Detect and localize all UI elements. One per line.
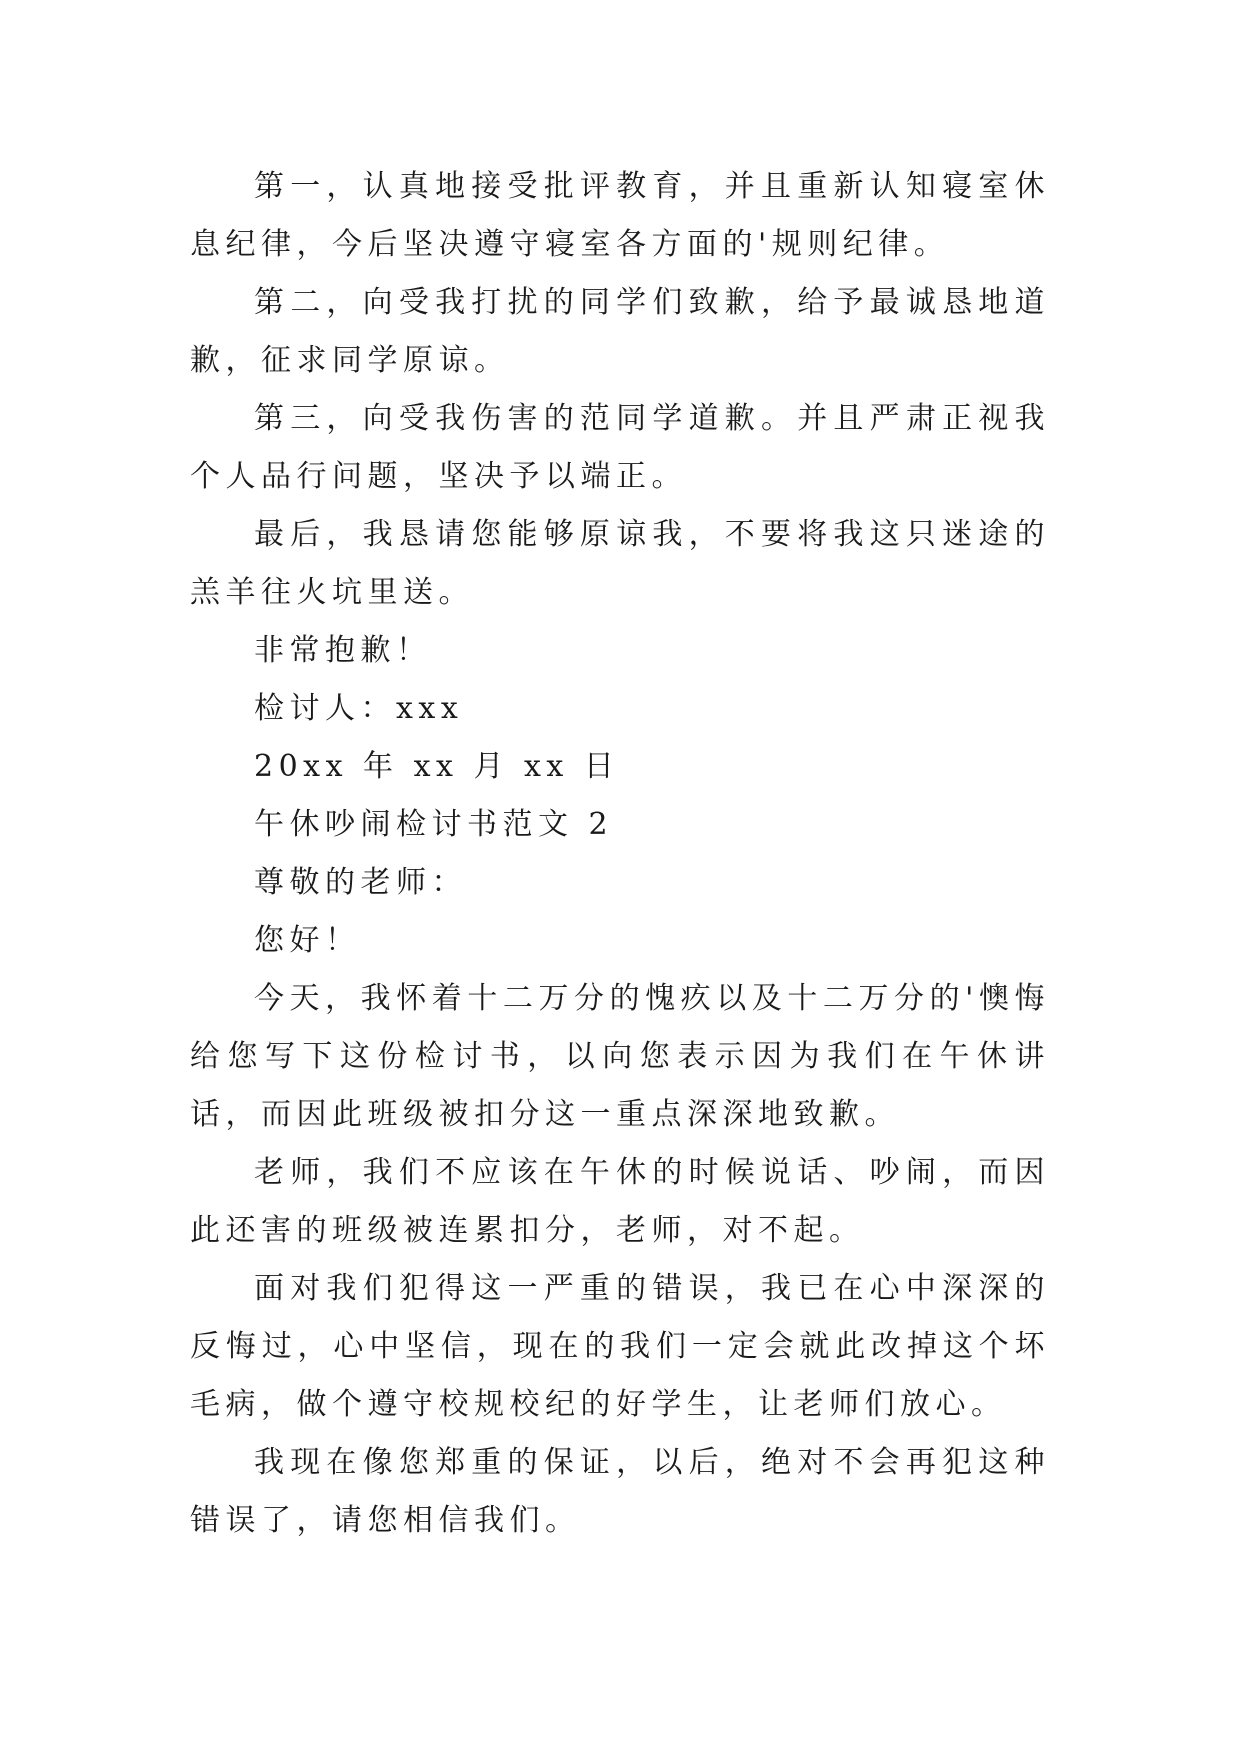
paragraph-apology: 非常抱歉！	[254, 633, 432, 668]
paragraph-promise: 我现在像您郑重的保证，以后，绝对不会再犯这种错误了，请您相信我们。	[190, 1445, 1050, 1538]
greeting: 您好！	[254, 923, 361, 958]
paragraph-admission: 老师，我们不应该在午休的时候说话、吵闹，而因此还害的班级被连累扣分，老师，对不起。	[190, 1155, 1050, 1248]
paragraph-rule-three: 第三，向受我伤害的范同学道歉。并且严肃正视我个人品行问题，坚决予以端正。	[190, 401, 1050, 494]
paragraph-rule-one: 第一，认真地接受批评教育，并且重新认知寝室休息纪律，今后坚决遵守寝室各方面的'规则纪律。	[190, 169, 1050, 262]
document-body	[190, 158, 1050, 1550]
section-title: 午休吵闹检讨书范文 2	[254, 807, 614, 842]
signature-author: 检讨人：xxx	[254, 691, 464, 726]
paragraph-rule-two: 第二，向受我打扰的同学们致歉，给予最诚恳地道歉，征求同学原谅。	[190, 285, 1050, 378]
paragraph-intro: 今天，我怀着十二万分的愧疚以及十二万分的'懊悔给您写下这份检讨书，以向您表示因为我们在午休讲话，而因此班级被扣分这一重点深深地致歉。	[190, 981, 1050, 1132]
salutation: 尊敬的老师：	[254, 865, 467, 900]
signature-date: 20xx 年 xx 月 xx 日	[254, 749, 620, 784]
paragraph-reflection: 面对我们犯得这一严重的错误，我已在心中深深的反悔过，心中坚信，现在的我们一定会就此改掉这个坏毛病，做个遵守校规校纪的好学生，让老师们放心。	[190, 1271, 1050, 1422]
paragraph-closing-plea: 最后，我恳请您能够原谅我，不要将我这只迷途的羔羊往火坑里送。	[190, 517, 1050, 610]
